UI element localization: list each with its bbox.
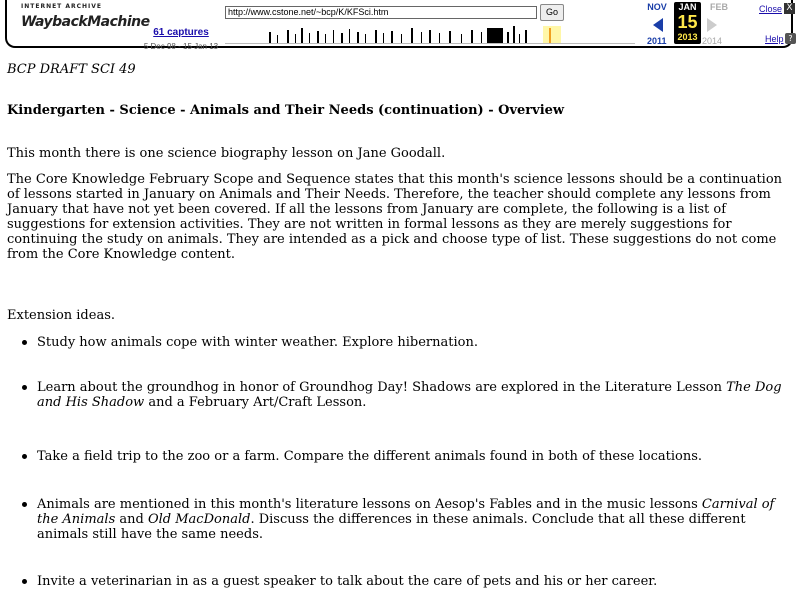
go-button[interactable]: Go: [540, 4, 564, 21]
wayback-toolbar: [0, 0, 800, 54]
capture-sparkline[interactable]: [225, 24, 635, 44]
intro-paragraph: This month there is one science biography lesson on Jane Goodall.: [7, 146, 446, 161]
current-capture-date: [674, 2, 701, 44]
close-icon[interactable]: X: [784, 3, 795, 14]
draft-label: BCP DRAFT SCI 49: [7, 62, 136, 77]
help-icon[interactable]: ?: [785, 33, 796, 44]
logo-wayback-text: WaybackMachine: [21, 14, 150, 30]
next-capture-arrow-icon: [707, 18, 717, 32]
current-year: 2013: [677, 32, 698, 42]
current-month: JAN: [678, 2, 697, 12]
list-item: Animals are mentioned in this month's literature lessons on Aesop's Fables and in the music lessons Carnival of the Animals and Old MacDonald. Discuss the differences in these animals. Conclude that all these different animals still have the same needs.: [37, 497, 793, 542]
list-item: Study how animals cope with winter weather. Explore hibernation.: [37, 335, 793, 350]
page-title: Kindergarten - Science - Animals and Their Needs (continuation) - Overview: [7, 103, 565, 118]
list-item: Learn about the groundhog in honor of Groundhog Day! Shadows are explored in the Literature Lesson The Dog and His Shadow and a February Art/Craft Lesson.: [37, 380, 793, 410]
next-year-label: 2014: [702, 36, 723, 46]
captures-info: [141, 22, 221, 51]
logo-internet-archive-text: INTERNET ARCHIVE: [21, 3, 103, 10]
list-item: Take a field trip to the zoo or a farm. Compare the different animals found in both of these locations.: [37, 449, 793, 464]
captures-range: 5 Dec 98 - 15 Jan 13: [143, 42, 219, 51]
body-paragraph: The Core Knowledge February Scope and Sequence states that this month's science lessons should be a continuation of lessons started in January on Animals and Their Needs. Therefore, the teacher should complete any lessons from January that have not yet been covered. If all the lessons from January are complete, the following is a list of suggestions for extension activities. They are not written in formal lessons as they are merely suggestions for continuing the study on animals. They are intended as a pick and choose type of list. These suggestions do not come from the Core Knowledge content.: [7, 172, 783, 262]
prev-capture-arrow-icon[interactable]: [653, 18, 663, 32]
extension-ideas-list: [7, 335, 793, 589]
captures-link[interactable]: 61 captures: [153, 27, 209, 38]
page-content: [7, 62, 793, 589]
wayback-toolbar-frame: [5, 0, 793, 51]
extension-ideas-label: Extension ideas.: [7, 308, 115, 323]
url-input[interactable]: http://www.cstone.net/~bcp/K/KFSci.htm: [225, 6, 537, 19]
current-day: 15: [677, 12, 698, 32]
close-toolbar-link[interactable]: Close: [759, 4, 783, 14]
prev-year-label[interactable]: 2011: [647, 36, 667, 46]
prev-month-label[interactable]: NOV: [647, 2, 667, 12]
wayback-logo[interactable]: [21, 3, 150, 43]
next-month-label: FEB: [710, 2, 728, 12]
help-link[interactable]: Help: [765, 34, 784, 44]
list-item: Invite a veterinarian in as a guest speaker to talk about the care of pets and his or her career.: [37, 574, 793, 589]
